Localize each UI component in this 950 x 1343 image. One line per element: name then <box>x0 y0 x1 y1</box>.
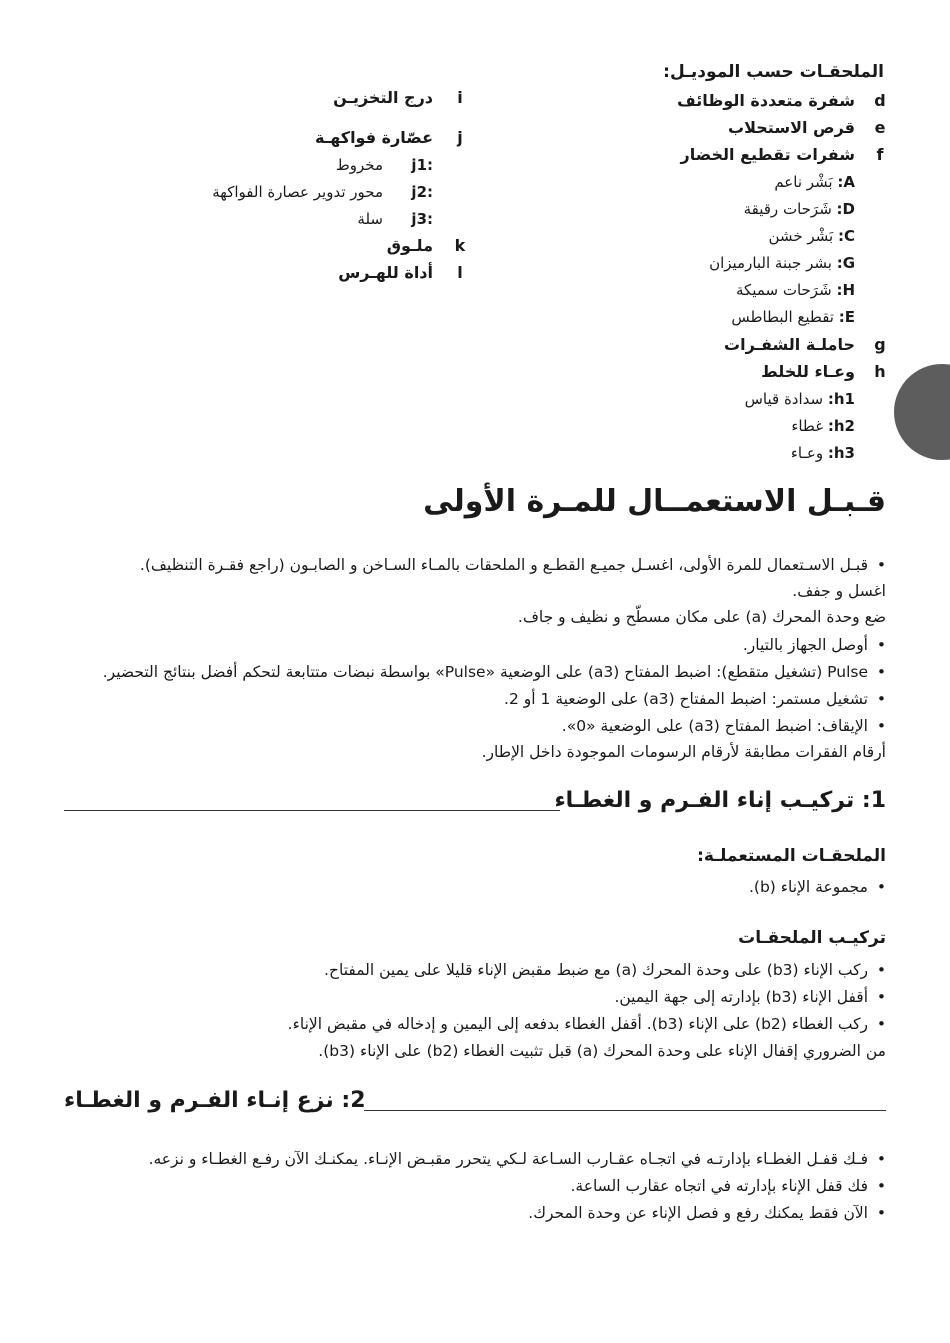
list-item: ضع وحدة المحرك (a) على مكان مسطّح و نظيف و جاف. <box>517 608 886 626</box>
used-accessories-title: الملحقـات المستعملـة: <box>697 846 886 866</box>
section2-title: 2: نزع إنـاء الفـرم و الغطـاء <box>64 1088 366 1113</box>
blade-code: G: <box>836 254 855 272</box>
list-item: أرقام الفقرات مطابقة لأرقام الرسومات الموجودة داخل الإطار. <box>481 743 886 761</box>
list-item: • أقفل الإناء (b3) بإدارته إلى جهة اليمين. <box>56 984 886 1010</box>
accessories-title: الملحقـات حسب الموديـل: <box>663 62 884 82</box>
part-code: h2: <box>827 417 855 435</box>
blade-code: D: <box>836 200 855 218</box>
accessory-item-i <box>0 85 950 111</box>
item-letter: k <box>454 236 466 255</box>
section1-title: 1: تركيـب إناء الفـرم و الغطـاء <box>554 788 886 813</box>
blade-code: E: <box>838 308 855 326</box>
part-label: محور تدوير عصارة الفواكهة <box>212 183 383 201</box>
item-label: وعـاء للخلط <box>761 362 855 381</box>
part-code: h3: <box>827 444 855 462</box>
item-letter: f <box>876 145 884 164</box>
part-label: مخروط <box>335 156 383 174</box>
list-item: • فك قفل الإناء بإدارته في اتجاه عقارب الساعة. <box>56 1173 886 1199</box>
list-item: • تشغيل مستمر: اضبط المفتاح (a3) على الوضعية 1 أو 2. <box>56 686 886 712</box>
item-letter: l <box>457 263 463 282</box>
item-label: شفرة متعددة الوظائف <box>677 91 855 110</box>
list-item: • فـك قفـل الغطـاء بإدارتـه في اتجـاه عقـارب السـاعة لـكي يتحرر مقبـض الإنـاء. يمكنـك الآن رفـع الغطـاء و نزعه. <box>56 1146 886 1172</box>
item-label: حاملـة الشفـرات <box>724 335 855 354</box>
part-label: غطاء <box>791 417 824 435</box>
blade-item <box>0 304 950 330</box>
blade-code: H: <box>836 281 855 299</box>
item-label: شفرات تقطيع الخضار <box>680 145 855 164</box>
blade-label: تقطيع البطاطس <box>731 308 834 326</box>
assembly-title: تركيـب الملحقـات <box>738 928 886 948</box>
list-item: • أوصل الجهاز بالتيار. <box>56 632 886 658</box>
accessory-item-g <box>0 332 950 358</box>
part-label: سلة <box>357 210 383 228</box>
section-divider <box>364 1110 886 1111</box>
bowl-part <box>0 413 950 439</box>
before-first-use-title: قـبـل الاستعمــال للمـرة الأولى <box>423 484 886 519</box>
item-label: عصّارة فواكهـة <box>315 128 433 147</box>
part-code: j2: <box>411 183 433 201</box>
accessory-item-j <box>0 125 950 151</box>
blade-code: C: <box>837 227 855 245</box>
item-label: قرص الاستحلاب <box>728 118 855 137</box>
blade-label: شَرَحات سميكة <box>735 281 832 299</box>
list-item: • الآن فقط يمكنك رفع و فصل الإناء عن وحدة المحرك. <box>56 1200 886 1226</box>
part-label: وعـاء <box>790 444 824 462</box>
item-letter: h <box>874 362 886 381</box>
accessory-item-k <box>0 233 950 259</box>
list-item: • قبـل الاسـتعمال للمرة الأولى، اغسـل جميـع القطـع و الملحقات بالمـاء السـاخن و الصابـون (راجع فقـرة التنظيف). <box>56 552 886 578</box>
item-letter: i <box>457 88 463 107</box>
blade-label: بشر جبنة البارميزان <box>709 254 832 272</box>
item-letter: g <box>874 335 886 354</box>
part-code: h1: <box>827 390 855 408</box>
blade-code: A: <box>837 173 855 191</box>
juicer-part <box>0 206 950 232</box>
list-item: • ركب الإناء (b3) على وحدة المحرك (a) مع ضبط مقبض الإناء قليلا على يمين المفتاح. <box>56 957 886 983</box>
item-letter: j <box>457 128 463 147</box>
juicer-part <box>0 179 950 205</box>
part-label: سدادة قياس <box>744 390 824 408</box>
item-letter: d <box>874 91 886 110</box>
list-item: اغسل و جفف. <box>792 582 886 600</box>
accessory-item-h <box>0 359 950 385</box>
accessory-item-l <box>0 260 950 286</box>
item-label: ملـوق <box>386 236 433 255</box>
bowl-part <box>0 386 950 412</box>
list-item: من الضروري إقفال الإناء على وحدة المحرك (a) قبل تثبيت الغطاء (b2) على الإناء (b3). <box>318 1042 886 1060</box>
juicer-part <box>0 152 950 178</box>
part-code: j1: <box>411 156 433 174</box>
blade-label: بَشْر ناعم <box>774 173 833 191</box>
bowl-part <box>0 440 950 466</box>
section-divider <box>64 810 560 811</box>
item-label: درج التخزيـن <box>333 88 433 107</box>
list-item: • مجموعة الإناء (b). <box>56 874 886 900</box>
item-letter: e <box>874 118 886 137</box>
list-item: • Pulse (تشغيل متقطع): اضبط المفتاح (a3) على الوضعية «Pulse» بواسطة نبضات متتابعة لتحكم أفضل بنتائج التحضير. <box>56 659 886 685</box>
blade-label: شَرَحات رقيقة <box>743 200 832 218</box>
list-item: • الإيقاف: اضبط المفتاح (a3) على الوضعية «0». <box>56 713 886 739</box>
part-code: j3: <box>411 210 433 228</box>
blade-label: بَشْر خشن <box>768 227 834 245</box>
list-item: • ركب الغطاء (b2) على الإناء (b3). أقفل الغطاء بدفعه إلى اليمين و إدخاله في مقبض الإناء. <box>56 1011 886 1037</box>
item-label: أداة للهـرس <box>338 263 433 282</box>
